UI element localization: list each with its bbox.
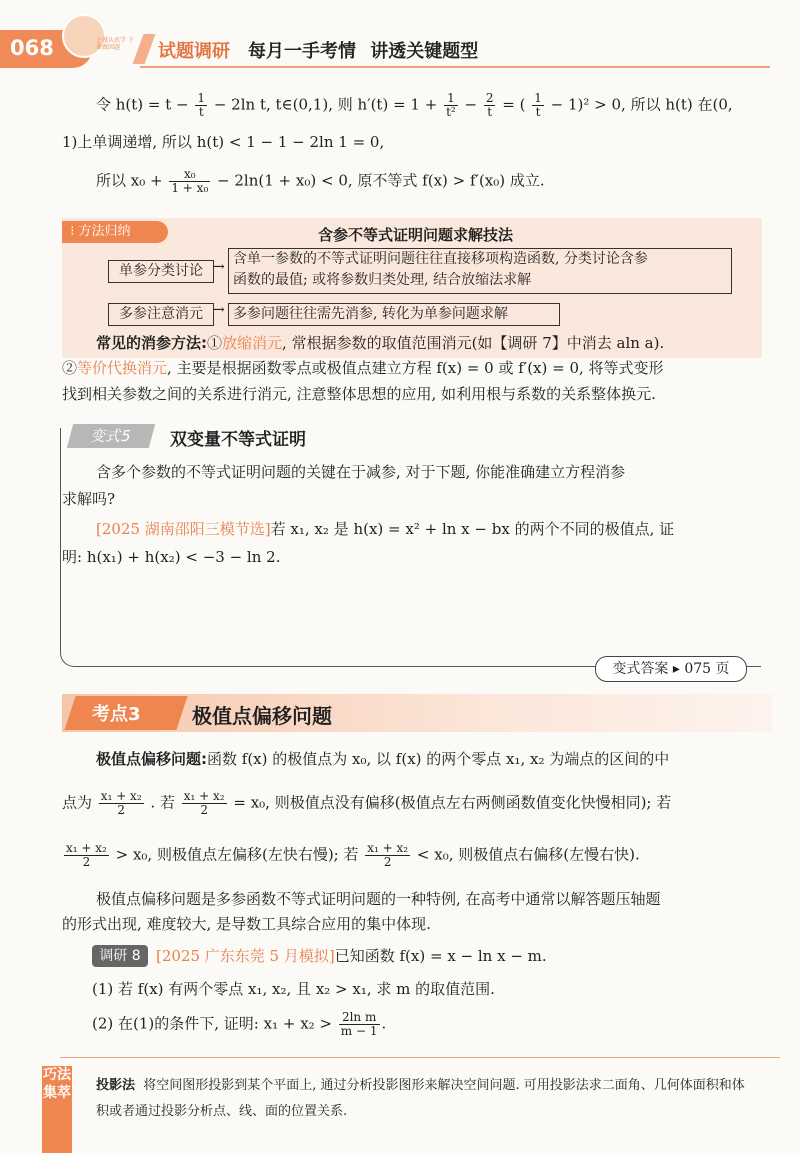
variant-tag: 变式5 [67,424,155,448]
arrow-icon: → [213,259,225,275]
header-brand: 试题调研 [158,41,230,62]
denominator: 2 [200,803,208,817]
denominator: t [487,105,493,119]
case-question [156,945,547,967]
denominator: 2 [383,855,392,869]
numerator: x₁ + x₂ [183,789,225,803]
method-common-text: , 主要是根据函数零点或极值点建立方程 f(x) = 0 或 f′(x) = 0, 将等式变形 [167,359,664,377]
numerator: 2ln m [339,1011,380,1025]
question-source: [2025 湖南邵阳三模节选] [96,520,271,538]
definition-text: < x₀, 则极值点右偏移(左慢右快). [416,845,640,864]
question-source: [2025 广东东莞 5 月模拟] [156,947,335,965]
fraction [532,92,544,119]
header-rule [140,66,770,68]
question-text: (2) 在(1)的条件下, 证明: x₁ + x₂ > [92,1014,333,1033]
numerator: x₁ + x₂ [367,841,409,855]
definition-text: = x₀, 则极值点没有偏移(极值点左右两侧函数值变化快慢相同); 若 [233,793,672,812]
method-row1-label: 单参分类讨论 [108,260,214,283]
fraction [365,842,410,869]
numerator: x₁ + x₂ [66,841,107,855]
footer-rule [60,1057,780,1058]
question-text: 已知函数 f(x) = x − ln x − m. [334,947,547,965]
variant-question-2: 明: h(x₁) + h(x₂) < −3 − ln 2. [62,548,281,566]
definition-label: 极值点偏移问题: [96,750,207,768]
numerator: x₀ [169,168,210,182]
method-common-3: 找到相关参数之间的关系进行消元, 注意整体思想的应用, 如利用根与系数的关系整体换元. [62,385,656,403]
variant-intro-2: 求解吗? [62,490,116,508]
section-title: 极值点偏移问题 [192,704,332,728]
proof-text: = ( [502,95,526,114]
paragraph-line-2: 的形式出现, 难度较大, 是导数工具综合应用的集中体现. [62,915,431,933]
answer-reference[interactable]: 变式答案 ▸ 075 页 [595,656,747,682]
definition-line-3 [62,842,640,869]
method-tag-label: 方法归纳 [78,224,131,239]
section-label: 考点3 [92,704,141,725]
footer-tip [96,1073,756,1125]
arrow-icon: → [213,302,225,318]
footer-tip-title: 投影法 [96,1078,136,1093]
proof-text: 所以 x₀ + [96,171,163,190]
variant-intro-1: 含多个参数的不等式证明问题的关键在于减参, 对于下题, 你能准确建立方程消参 [96,463,626,481]
variant-question-1 [96,518,674,540]
mascot-icon [62,14,106,58]
method-common-1 [96,332,664,354]
method-title: 含参不等式证明问题求解技法 [318,226,514,244]
case-part-1: (1) 若 f(x) 有两个零点 x₁, x₂, 且 x₂ > x₁, 求 m 的取值范围. [92,980,495,998]
page-header [0,0,800,72]
definition-line-1 [96,748,669,770]
method-row1-desc [228,248,732,294]
proof-text: − 1)² > 0, 所以 h(t) 在(0, [550,95,733,114]
definition-text: 点为 [62,793,93,812]
header-subtitle: 每月一手考情 讲透关键题型 [248,41,479,62]
denominator: 2 [117,803,126,817]
footer-side-tab: 巧法集萃 [42,1066,72,1153]
page-number: 068 [10,36,54,60]
denominator: t [198,105,204,119]
numerator: x₁ + x₂ [100,789,142,803]
definition-line-2 [62,790,671,817]
header-slogan: 上做认真学 下课做回题 [96,37,134,51]
definition-text: > x₀, 则极值点左偏移(左快右慢); 若 [115,845,359,864]
numerator: 1 [197,91,206,105]
denominator: m − 1 [340,1024,378,1038]
variant-title: 双变量不等式证明 [170,430,306,450]
highlight-term: 放缩消元 [222,334,283,352]
fraction [195,92,207,119]
fraction [484,92,496,119]
proof-line-2: 1)上单调递增, 所以 h(t) < 1 − 1 − 2ln 1 = 0, [62,133,385,151]
definition-text: . 若 [150,793,175,812]
method-common-2 [62,357,664,379]
method-common-label: 常见的消参方法: [96,334,207,352]
method-row1-line: 含单一参数的不等式证明问题往往直接移项构造函数, 分类讨论含参 [233,251,648,267]
denominator: t [535,105,541,119]
fraction [444,92,458,119]
fraction [64,842,109,869]
case-tag: 调研 8 [92,945,148,967]
fraction [99,790,144,817]
method-row1-line: 函数的最值; 或将参数归类处理, 结合放缩法求解 [233,272,532,288]
question-text: 若 x₁, x₂ 是 h(x) = x² + ln x − bx 的两个不同的极值点, 证 [270,520,675,538]
method-common-text: , 常根据参数的取值范围消元(如【调研 7】中消去 aln a). [282,334,665,352]
proof-text: 令 h(t) = t − [96,95,189,114]
denominator: 2 [82,855,91,869]
proof-line-3 [96,168,545,195]
method-row2-label: 多参注意消元 [108,303,214,326]
highlight-term: 等价代换消元 [77,359,168,377]
fraction [182,790,227,817]
definition-text: 函数 f(x) 的极值点为 x₀, 以 f(x) 的两个零点 x₁, x₂ 为端点的区间的中 [207,750,670,768]
proof-text: − 2ln t, t∈(0,1), 则 h′(t) = 1 + [213,95,438,114]
list-marker: ② [62,359,78,377]
proof-text: − 2ln(1 + x₀) < 0, 原不等式 f(x) > f′(x₀) 成立. [217,171,545,190]
method-tag: ⁝ 方法归纳 [62,221,168,243]
numerator: 2 [485,91,494,105]
fraction [339,1011,380,1038]
method-row2-desc: 多参问题往往需先消参, 转化为单参问题求解 [228,303,560,326]
list-marker: ① [207,334,223,352]
case-part-2: (2) 在(1)的条件下, 证明: x₁ + x₂ > $\frac{\text{2ln m}}{m - 1}$ . [92,1010,387,1038]
proof-line-1: 令 h(t) = t − $\frac{1}{t}$ − 2ln t, t∈(0,1), 则 h′(t) = 1 + $\frac{1}{\text{t²}}$ − $\frac{2}{t}$ = ( $\frac{1}{t}$ − 1)² > 0, 所以 h(t) 在(0, [96,91,733,119]
footer-tip-text: 将空间图形投影到某个平面上, 通过分析投影图形来解决空间问题. 可用投影法求二面角、几何体面积和体积或者通过投影分析点、线、面的位置关系. [96,1078,745,1119]
paragraph-line-1: 极值点偏移问题是多参函数不等式证明问题的一种特例, 在高考中通常以解答题压轴题 [96,890,661,908]
denominator: 1 + x₀ [171,181,209,195]
denominator: t² [446,105,456,119]
numerator: 1 [444,92,458,106]
numerator: 1 [534,91,542,105]
fraction [169,168,210,195]
